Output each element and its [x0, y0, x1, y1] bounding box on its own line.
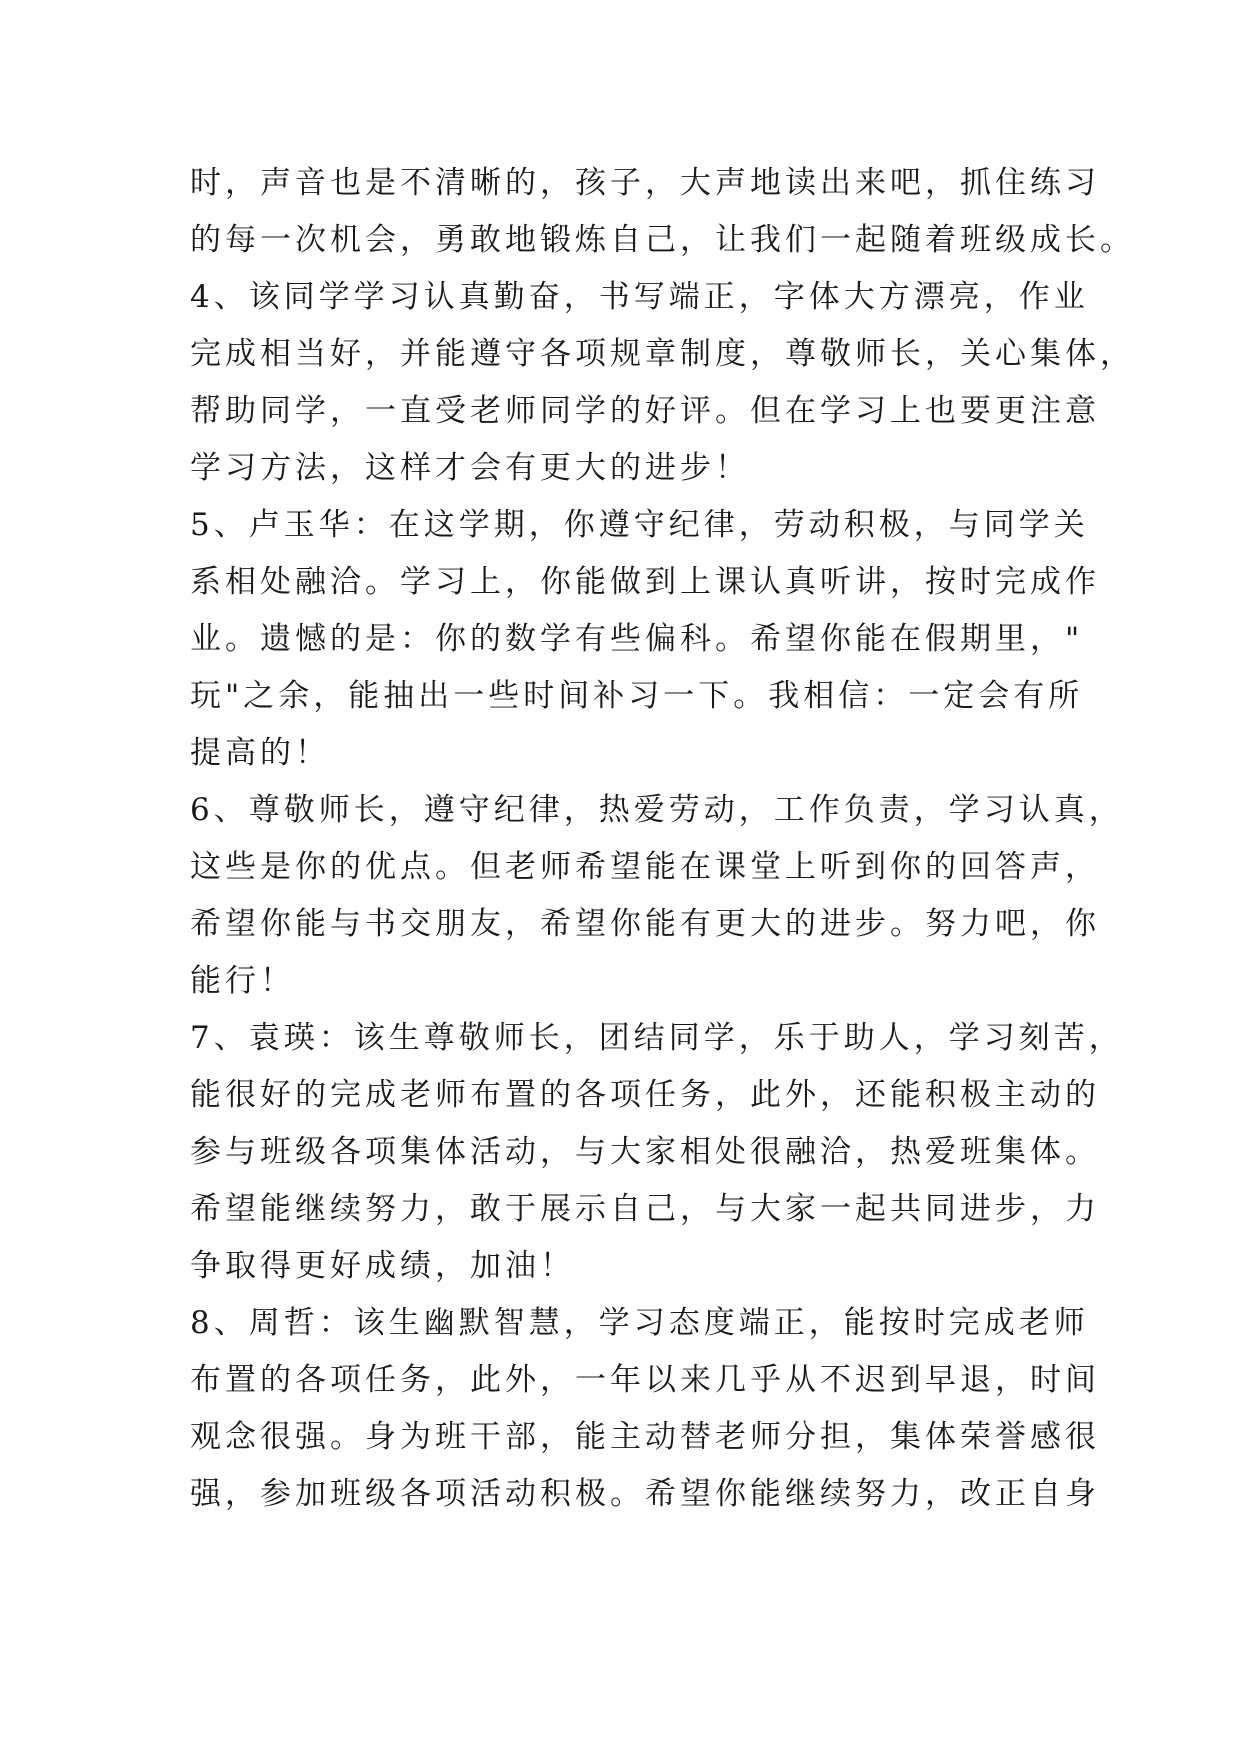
text-line: 完成相当好，并能遵守各项规章制度，尊敬师长，关心集体， — [190, 336, 1135, 372]
text-line: 布置的各项任务，此外，一年以来几乎从不迟到早退，时间 — [190, 1362, 1100, 1398]
text-line: 能很好的完成老师布置的各项任务，此外，还能积极主动的 — [190, 1077, 1100, 1113]
text-line: 玩"之余，能抽出一些时间补习一下。我相信：一定会有所 — [190, 678, 1084, 714]
text-line: 能行！ — [190, 963, 295, 999]
text-line: 时，声音也是不清晰的，孩子，大声地读出来吧，抓住练习 — [190, 165, 1100, 201]
text-line: 的每一次机会，勇敢地锻炼自己，让我们一起随着班级成长。 — [190, 222, 1135, 258]
text-line: 提高的！ — [190, 735, 330, 771]
text-line: 业。遗憾的是：你的数学有些偏科。希望你能在假期里，" — [190, 621, 1084, 657]
text-line: 强，参加班级各项活动积极。希望你能继续努力，改正自身 — [190, 1476, 1100, 1512]
text-line: 帮助同学，一直受老师同学的好评。但在学习上也要更注意 — [190, 393, 1100, 429]
text-line: 争取得更好成绩，加油！ — [190, 1248, 575, 1284]
text-line: 希望你能与书交朋友，希望你能有更大的进步。努力吧，你 — [190, 906, 1100, 942]
text-line: 参与班级各项集体活动，与大家相处很融洽，热爱班集体。 — [190, 1134, 1100, 1170]
text-line: 希望能继续努力，敢于展示自己，与大家一起共同进步，力 — [190, 1191, 1100, 1227]
document-body — [190, 155, 1135, 1523]
text-line: 系相处融洽。学习上，你能做到上课认真听讲，按时完成作 — [190, 564, 1100, 600]
text-line: 这些是你的优点。但老师希望能在课堂上听到你的回答声， — [190, 849, 1100, 885]
text-line: 7、袁瑛：该生尊敬师长，团结同学，乐于助人，学习刻苦， — [190, 1020, 1124, 1056]
text-line: 4、该同学学习认真勤奋，书写端正，字体大方漂亮，作业 — [190, 279, 1089, 315]
text-line: 5、卢玉华：在这学期，你遵守纪律，劳动积极，与同学关 — [190, 507, 1089, 543]
text-line: 学习方法，这样才会有更大的进步！ — [190, 450, 750, 486]
text-line: 观念很强。身为班干部，能主动替老师分担，集体荣誉感很 — [190, 1419, 1100, 1455]
text-line: 6、尊敬师长，遵守纪律，热爱劳动，工作负责，学习认真， — [190, 792, 1124, 828]
text-line: 8、周哲：该生幽默智慧，学习态度端正，能按时完成老师 — [190, 1305, 1089, 1341]
